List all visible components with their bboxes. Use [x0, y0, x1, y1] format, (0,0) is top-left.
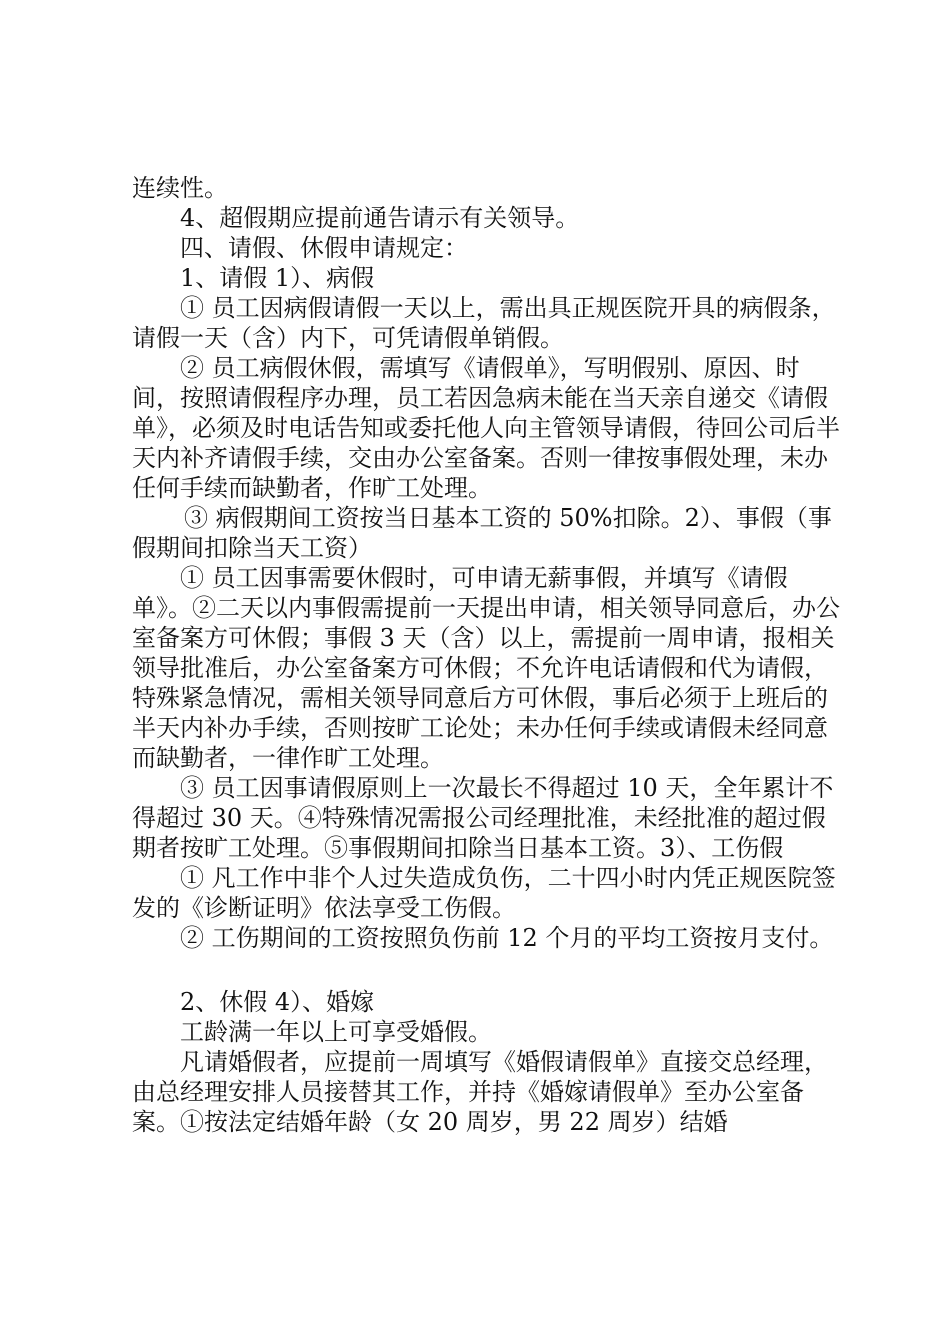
- document-body: [132, 173, 844, 1137]
- subheading-sick-leave: 1、请假 1）、病假: [180, 264, 375, 292]
- paragraph-continuation: 连续性。: [132, 174, 228, 202]
- subheading-marriage-leave: 2、休假 4）、婚嫁: [180, 988, 375, 1016]
- paragraph-sick-2: ② 员工病假休假，需填写《请假单》，写明假别、原因、时间，按照请假程序办理，员工若因急病未能在当天亲自递交《请假单》，必须及时电话告知或委托他人向主管领导请假，待回公司后半天内补齐请假手续，交由办公室备案。否则一律按事假处理，未办任何手续而缺勤者，作旷工处理。: [132, 354, 840, 502]
- paragraph-sick-3: ③ 病假期间工资按当日基本工资的 50%扣除。2）、事假（事假期间扣除当天工资）: [132, 504, 832, 562]
- paragraph-personal-1: ① 员工因事需要休假时，可申请无薪事假，并填写《请假单》。②二天以内事假需提前一天提出申请，相关领导同意后，办公室备案方可休假；事假 3 天（含）以上，需提前一周申请，报相关领导批准后，办公室备案方可休假；不允许电话请假和代为请假，特殊紧急情况，需相关领导同意后方可休假，事后必须于上班后的半天内补办手续，否则按旷工论处；未办任何手续或请假未经同意而缺勤者，一律作旷工处理。: [132, 564, 840, 772]
- paragraph-personal-3: ③ 员工因事请假原则上一次最长不得超过 10 天，全年累计不得超过 30 天。④特殊情况需报公司经理批准，未经批准的超过假期者按旷工处理。⑤事假期间扣除当日基本工资。3）、工伤假: [132, 774, 834, 862]
- paragraph-marriage-eligibility: 工龄满一年以上可享受婚假。: [180, 1018, 492, 1046]
- paragraph-injury-1: ① 凡工作中非个人过失造成负伤，二十四小时内凭正规医院签发的《诊断证明》依法享受工伤假。: [132, 864, 836, 922]
- blank-line: [132, 953, 844, 987]
- paragraph-marriage-procedure: 凡请婚假者，应提前一周填写《婚假请假单》直接交总经理，由总经理安排人员接替其工作，并持《婚嫁请假单》至办公室备案。①按法定结婚年龄（女 20 周岁，男 22 周岁）结婚: [132, 1048, 828, 1136]
- paragraph-item-4: 4、超假期应提前通告请示有关领导。: [180, 204, 580, 232]
- paragraph-sick-1: ① 员工因病假请假一天以上，需出具正规医院开具的病假条，请假一天（含）内下，可凭请假单销假。: [132, 294, 836, 352]
- paragraph-injury-2: ② 工伤期间的工资按照负伤前 12 个月的平均工资按月支付。: [180, 924, 834, 952]
- section-heading-4: 四、请假、休假申请规定：: [180, 234, 468, 262]
